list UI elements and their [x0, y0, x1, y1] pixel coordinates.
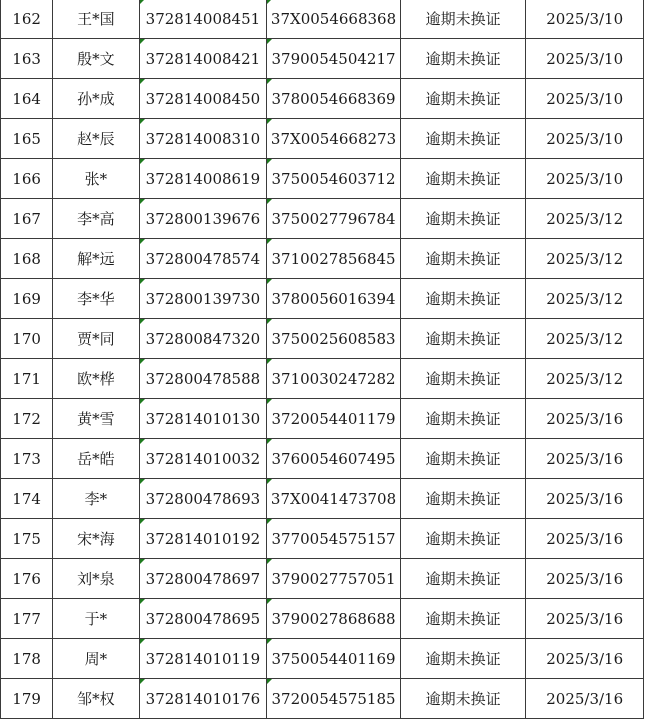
table-row — [1, 359, 644, 399]
cell-status[interactable]: 逾期未换证 — [400, 439, 526, 479]
cell-name[interactable]: 李*高 — [53, 199, 139, 239]
cell-id-number[interactable]: 372800139676 — [139, 199, 267, 239]
table-row — [1, 159, 644, 199]
cell-date[interactable]: 2025/3/16 — [526, 399, 644, 439]
cell-license-number[interactable]: 3790027757051 — [267, 559, 401, 599]
cell-license-number[interactable]: 3790027868688 — [267, 599, 401, 639]
cell-name[interactable]: 殷*文 — [53, 39, 139, 79]
cell-license-number[interactable]: 3720054401179 — [267, 399, 401, 439]
cell-index[interactable]: 163 — [1, 39, 53, 79]
cell-index[interactable]: 165 — [1, 119, 53, 159]
table-row — [1, 559, 644, 599]
cell-date[interactable]: 2025/3/12 — [526, 239, 644, 279]
cell-index[interactable]: 176 — [1, 559, 53, 599]
cell-license-number[interactable]: 37X0041473708 — [267, 479, 401, 519]
cell-name[interactable]: 张* — [53, 159, 139, 199]
cell-date[interactable]: 2025/3/10 — [526, 39, 644, 79]
cell-name[interactable]: 王*国 — [53, 0, 139, 39]
cell-date[interactable]: 2025/3/12 — [526, 199, 644, 239]
cell-name[interactable]: 李*华 — [53, 279, 139, 319]
cell-license-number[interactable]: 3780056016394 — [267, 279, 401, 319]
table-row — [1, 599, 644, 639]
cell-date[interactable]: 2025/3/16 — [526, 599, 644, 639]
cell-name[interactable]: 宋*海 — [53, 519, 139, 559]
table-row — [1, 679, 644, 719]
cell-status[interactable]: 逾期未换证 — [400, 559, 526, 599]
cell-date[interactable]: 2025/3/16 — [526, 639, 644, 679]
cell-id-number[interactable]: 372800478574 — [139, 239, 267, 279]
cell-name[interactable]: 李* — [53, 479, 139, 519]
cell-date[interactable]: 2025/3/12 — [526, 319, 644, 359]
cell-name[interactable]: 黄*雪 — [53, 399, 139, 439]
cell-license-number[interactable]: 3750054401169 — [267, 639, 401, 679]
cell-index[interactable]: 179 — [1, 679, 53, 719]
cell-license-number[interactable]: 3790054504217 — [267, 39, 401, 79]
cell-index[interactable]: 175 — [1, 519, 53, 559]
cell-date[interactable]: 2025/3/16 — [526, 679, 644, 719]
cell-status[interactable]: 逾期未换证 — [400, 679, 526, 719]
cell-id-number[interactable]: 372814010130 — [139, 399, 267, 439]
table-row — [1, 639, 644, 679]
cell-date[interactable]: 2025/3/10 — [526, 159, 644, 199]
cell-status[interactable]: 逾期未换证 — [400, 239, 526, 279]
cell-name[interactable]: 于* — [53, 599, 139, 639]
cell-status[interactable]: 逾期未换证 — [400, 279, 526, 319]
cell-status[interactable]: 逾期未换证 — [400, 639, 526, 679]
cell-status[interactable]: 逾期未换证 — [400, 39, 526, 79]
cell-license-number[interactable]: 37X0054668273 — [267, 119, 401, 159]
cell-index[interactable]: 172 — [1, 399, 53, 439]
cell-index[interactable]: 169 — [1, 279, 53, 319]
cell-date[interactable]: 2025/3/16 — [526, 519, 644, 559]
cell-license-number[interactable]: 3750025608583 — [267, 319, 401, 359]
table-row — [1, 39, 644, 79]
cell-name[interactable]: 解*远 — [53, 239, 139, 279]
cell-date[interactable]: 2025/3/16 — [526, 439, 644, 479]
table-row — [1, 119, 644, 159]
cell-license-number[interactable]: 3710030247282 — [267, 359, 401, 399]
cell-status[interactable]: 逾期未换证 — [400, 0, 526, 39]
table-body — [1, 0, 644, 719]
cell-status[interactable]: 逾期未换证 — [400, 159, 526, 199]
cell-id-number[interactable]: 372800478695 — [139, 599, 267, 639]
cell-date[interactable]: 2025/3/10 — [526, 119, 644, 159]
cell-id-number[interactable]: 372800478588 — [139, 359, 267, 399]
cell-index[interactable]: 164 — [1, 79, 53, 119]
cell-license-number[interactable]: 3750054603712 — [267, 159, 401, 199]
cell-license-number[interactable]: 37X0054668368 — [267, 0, 401, 39]
table-row — [1, 279, 644, 319]
cell-license-number[interactable]: 3770054575157 — [267, 519, 401, 559]
cell-status[interactable]: 逾期未换证 — [400, 599, 526, 639]
cell-license-number[interactable]: 3750027796784 — [267, 199, 401, 239]
table-row — [1, 79, 644, 119]
cell-id-number[interactable]: 372800478697 — [139, 559, 267, 599]
cell-index[interactable]: 173 — [1, 439, 53, 479]
cell-status[interactable]: 逾期未换证 — [400, 479, 526, 519]
cell-id-number[interactable]: 372814010192 — [139, 519, 267, 559]
cell-id-number[interactable]: 372814010119 — [139, 639, 267, 679]
cell-index[interactable]: 171 — [1, 359, 53, 399]
cell-id-number[interactable]: 372800847320 — [139, 319, 267, 359]
cell-date[interactable]: 2025/3/16 — [526, 479, 644, 519]
cell-name[interactable]: 赵*辰 — [53, 119, 139, 159]
table-row — [1, 199, 644, 239]
cell-name[interactable]: 欧*桦 — [53, 359, 139, 399]
cell-id-number[interactable]: 372814010032 — [139, 439, 267, 479]
cell-id-number[interactable]: 372814008619 — [139, 159, 267, 199]
cell-status[interactable]: 逾期未换证 — [400, 399, 526, 439]
cell-status[interactable]: 逾期未换证 — [400, 199, 526, 239]
cell-index[interactable]: 174 — [1, 479, 53, 519]
cell-id-number[interactable]: 372814010176 — [139, 679, 267, 719]
cell-status[interactable]: 逾期未换证 — [400, 79, 526, 119]
table-row — [1, 439, 644, 479]
cell-id-number[interactable]: 372814008421 — [139, 39, 267, 79]
table-row — [1, 519, 644, 559]
cell-status[interactable]: 逾期未换证 — [400, 119, 526, 159]
cell-name[interactable]: 邹*权 — [53, 679, 139, 719]
cell-date[interactable]: 2025/3/12 — [526, 279, 644, 319]
cell-id-number[interactable]: 372814008450 — [139, 79, 267, 119]
cell-name[interactable]: 贾*同 — [53, 319, 139, 359]
cell-name[interactable]: 孙*成 — [53, 79, 139, 119]
table-row — [1, 479, 644, 519]
cell-license-number[interactable]: 3710027856845 — [267, 239, 401, 279]
table-row — [1, 319, 644, 359]
cell-index[interactable]: 166 — [1, 159, 53, 199]
cell-status[interactable]: 逾期未换证 — [400, 319, 526, 359]
table-row — [1, 0, 644, 39]
cell-status[interactable]: 逾期未换证 — [400, 359, 526, 399]
cell-date[interactable]: 2025/3/12 — [526, 359, 644, 399]
cell-index[interactable]: 178 — [1, 639, 53, 679]
cell-index[interactable]: 167 — [1, 199, 53, 239]
cell-name[interactable]: 刘*泉 — [53, 559, 139, 599]
cell-index[interactable]: 168 — [1, 239, 53, 279]
cell-index[interactable]: 170 — [1, 319, 53, 359]
cell-index[interactable]: 177 — [1, 599, 53, 639]
cell-date[interactable]: 2025/3/10 — [526, 0, 644, 39]
table-row — [1, 399, 644, 439]
cell-status[interactable]: 逾期未换证 — [400, 519, 526, 559]
cell-date[interactable]: 2025/3/16 — [526, 559, 644, 599]
cell-license-number[interactable]: 3780054668369 — [267, 79, 401, 119]
cell-license-number[interactable]: 3760054607495 — [267, 439, 401, 479]
table-row — [1, 239, 644, 279]
cell-name[interactable]: 岳*皓 — [53, 439, 139, 479]
cell-name[interactable]: 周* — [53, 639, 139, 679]
cell-date[interactable]: 2025/3/10 — [526, 79, 644, 119]
cell-license-number[interactable]: 3720054575185 — [267, 679, 401, 719]
cell-index[interactable]: 162 — [1, 0, 53, 39]
cell-id-number[interactable]: 372800139730 — [139, 279, 267, 319]
cell-id-number[interactable]: 372814008310 — [139, 119, 267, 159]
cell-id-number[interactable]: 372800478693 — [139, 479, 267, 519]
cell-id-number[interactable]: 372814008451 — [139, 0, 267, 39]
